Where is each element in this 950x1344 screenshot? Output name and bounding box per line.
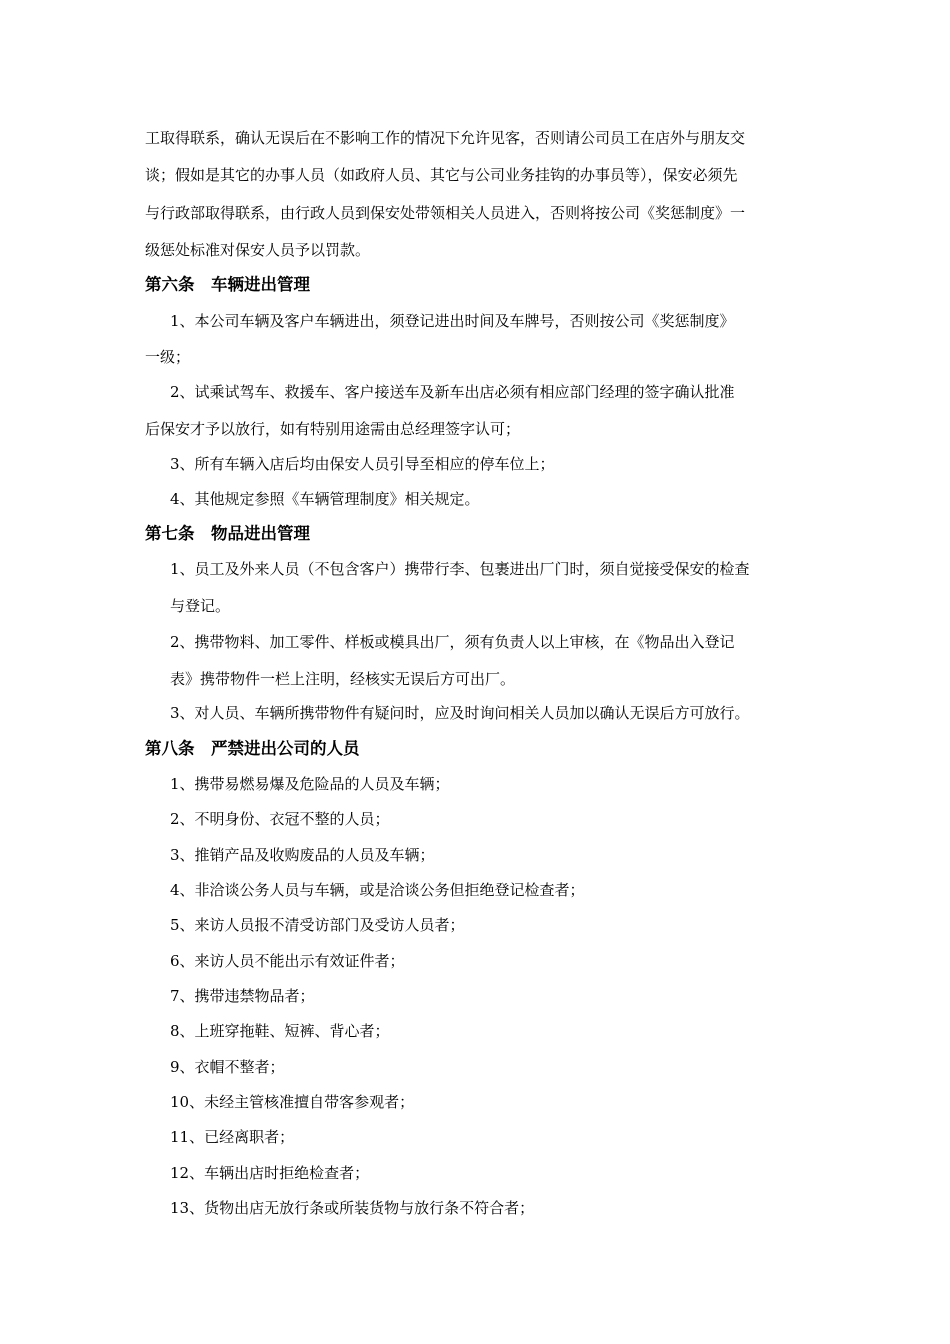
section-heading-7: 第七条 物品进出管理 xyxy=(145,524,310,543)
list-item: 7、携带违禁物品者； xyxy=(170,987,315,1005)
section6-line: 一级； xyxy=(145,348,191,366)
list-item: 8、上班穿拖鞋、短裤、背心者； xyxy=(170,1022,390,1040)
list-item: 11、已经离职者； xyxy=(170,1128,295,1146)
list-item: 12、车辆出店时拒绝检查者； xyxy=(170,1164,370,1182)
section7-line: 3、对人员、车辆所携带物件有疑问时，应及时询问相关人员加以确认无误后方可放行。 xyxy=(170,704,750,722)
list-item: 9、衣帽不整者； xyxy=(170,1058,285,1076)
section6-line: 后保安才予以放行，如有特别用途需由总经理签字认可； xyxy=(145,420,521,438)
list-item: 2、不明身份、衣冠不整的人员； xyxy=(170,810,390,828)
intro-line: 与行政部取得联系，由行政人员到保安处带领相关人员进入，否则将按公司《奖惩制度》一 xyxy=(145,204,746,222)
section-heading-8: 第八条 严禁进出公司的人员 xyxy=(145,739,360,758)
section-heading-6: 第六条 车辆进出管理 xyxy=(145,275,310,294)
section6-line: 2、试乘试驾车、救援车、客户接送车及新车出店必须有相应部门经理的签字确认批准 xyxy=(170,383,735,401)
list-item: 3、推销产品及收购废品的人员及车辆； xyxy=(170,846,435,864)
section7-line: 表》携带物件一栏上注明，经核实无误后方可出厂。 xyxy=(170,670,516,688)
section6-line: 3、所有车辆入店后均由保安人员引导至相应的停车位上； xyxy=(170,455,555,473)
intro-line: 工取得联系，确认无误后在不影响工作的情况下允许见客，否则请公司员工在店外与朋友交 xyxy=(145,129,746,147)
section7-line: 1、员工及外来人员（不包含客户）携带行李、包裹进出厂门时，须自觉接受保安的检查 xyxy=(170,560,750,578)
section6-line: 1、本公司车辆及客户车辆进出，须登记进出时间及车牌号，否则按公司《奖惩制度》 xyxy=(170,312,735,330)
list-item: 1、携带易燃易爆及危险品的人员及车辆； xyxy=(170,775,450,793)
list-item: 10、未经主管核准擅自带客参观者； xyxy=(170,1093,415,1111)
section6-line: 4、其他规定参照《车辆管理制度》相关规定。 xyxy=(170,490,480,508)
intro-line: 谈；假如是其它的办事人员（如政府人员、其它与公司业务挂钩的办事员等），保安必须先 xyxy=(145,166,738,184)
section7-line: 2、携带物料、加工零件、样板或模具出厂，须有负责人以上审核，在《物品出入登记 xyxy=(170,633,735,651)
section7-line: 与登记。 xyxy=(170,597,231,615)
list-item: 5、来访人员报不清受访部门及受访人员者； xyxy=(170,916,465,934)
list-item: 6、来访人员不能出示有效证件者； xyxy=(170,952,405,970)
list-item: 4、非洽谈公务人员与车辆，或是洽谈公务但拒绝登记检查者； xyxy=(170,881,585,899)
intro-line: 级惩处标准对保安人员予以罚款。 xyxy=(145,241,371,259)
list-item: 13、货物出店无放行条或所装货物与放行条不符合者； xyxy=(170,1199,535,1217)
